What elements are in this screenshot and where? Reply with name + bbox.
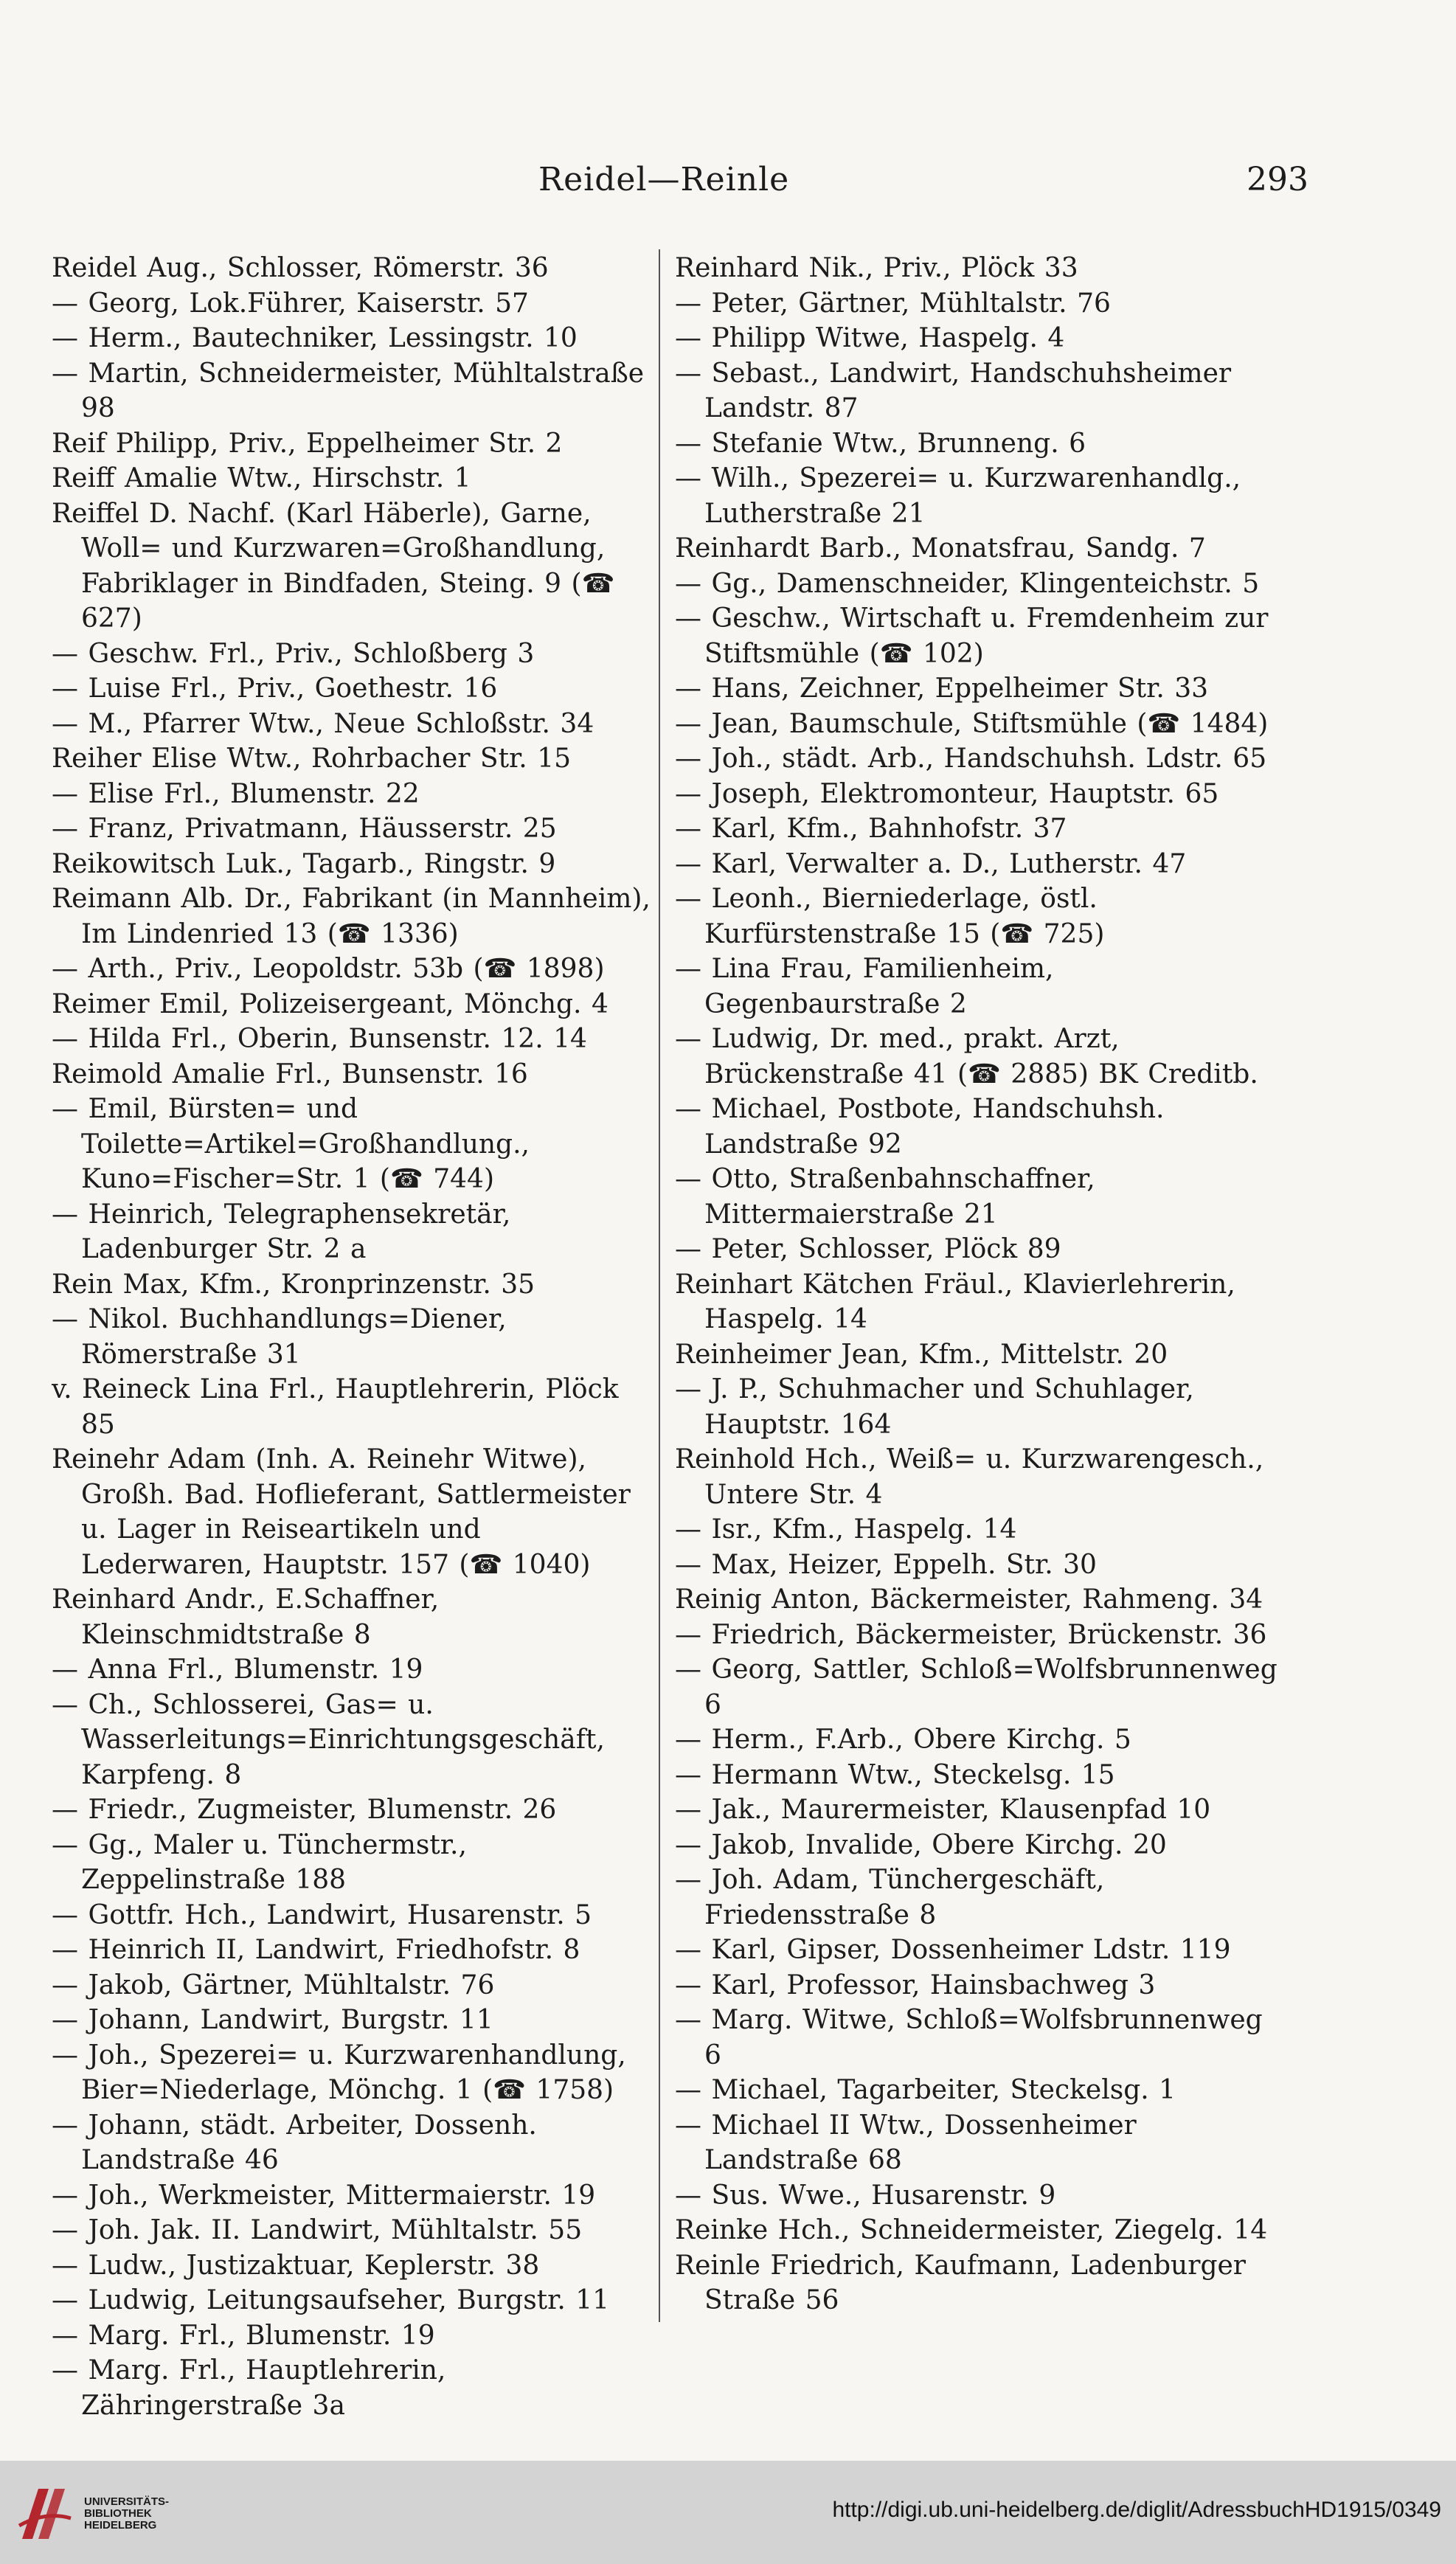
directory-entry: — Gg., Maler u. Tünchermstr., Zeppelinstraße 188 <box>52 1829 467 1895</box>
directory-entry: — Geschw. Frl., Priv., Schloßberg 3 <box>52 638 535 669</box>
directory-entry: — Philipp Witwe, Haspelg. 4 <box>675 323 1065 353</box>
directory-entry: — Karl, Verwalter a. D., Lutherstr. 47 <box>675 848 1187 879</box>
directory-entry: — Johann, Landwirt, Burgstr. 11 <box>52 2005 493 2035</box>
directory-entry: Rein Max, Kfm., Kronprinzenstr. 35 <box>52 1269 535 1300</box>
directory-entry: — M., Pfarrer Wtw., Neue Schloßstr. 34 <box>52 708 594 739</box>
logo-line: HEIDELBERG <box>84 2519 157 2532</box>
directory-entry: — Stefanie Wtw., Brunneng. 6 <box>675 428 1086 459</box>
directory-entry: — Hans, Zeichner, Eppelheimer Str. 33 <box>675 673 1209 704</box>
directory-entry: — Joh., Spezerei= u. Kurzwarenhandlung, Bier=Niederlage, Mönchg. 1 (☎ 1758) <box>52 2040 626 2105</box>
directory-entry: — Heinrich II, Landwirt, Friedhofstr. 8 <box>52 1935 580 1965</box>
directory-entry: — Nikol. Buchhandlungs=Diener, Römerstraße 31 <box>52 1304 507 1370</box>
directory-entry: — Herm., Bautechniker, Lessingstr. 10 <box>52 323 578 353</box>
page-number: 293 <box>1247 161 1308 198</box>
directory-entry: Reimold Amalie Frl., Bunsenstr. 16 <box>52 1058 528 1089</box>
directory-entry: — Karl, Kfm., Bahnhofstr. 37 <box>675 814 1067 844</box>
directory-entry: — Leonh., Bierniederlage, östl. Kurfürstenstraße 15 (☎ 725) <box>675 884 1105 949</box>
directory-entry: — Joh., städt. Arb., Handschuhsh. Ldstr. 65 <box>675 744 1267 774</box>
directory-entry: — Marg. Frl., Blumenstr. 19 <box>52 2320 435 2351</box>
source-url-link[interactable]: http://digi.ub.uni-heidelberg.de/diglit/AdressbuchHD1915/0349 <box>832 2498 1441 2522</box>
directory-entry: — Ludw., Justizaktuar, Keplerstr. 38 <box>52 2250 540 2281</box>
directory-entry: — Ludwig, Leitungsaufseher, Burgstr. 11 <box>52 2285 610 2315</box>
directory-entry: — Hermann Wtw., Steckelsg. 15 <box>675 1759 1115 1790</box>
directory-entry: — Joseph, Elektromonteur, Hauptstr. 65 <box>675 778 1219 809</box>
directory-entry: — Marg. Witwe, Schloß=Wolfsbrunnenweg 6 <box>675 2005 1263 2071</box>
logo-line: BIBLIOTHEK <box>84 2507 152 2520</box>
directory-entry: — Georg, Lok.Führer, Kaiserstr. 57 <box>52 288 529 319</box>
column-divider <box>659 249 660 2322</box>
directory-entry: Reiff Amalie Wtw., Hirschstr. 1 <box>52 463 471 493</box>
directory-entry: — Michael, Tagarbeiter, Steckelsg. 1 <box>675 2075 1176 2105</box>
directory-entry: — Martin, Schneidermeister, Mühltalstraße 98 <box>52 358 645 423</box>
directory-entry: Reinle Friedrich, Kaufmann, Ladenburger Straße 56 <box>675 2250 1247 2315</box>
directory-entry: — Sus. Wwe., Husarenstr. 9 <box>675 2180 1056 2211</box>
directory-entry: Reinhard Nik., Priv., Plöck 33 <box>675 253 1078 283</box>
directory-entry: — Karl, Gipser, Dossenheimer Ldstr. 119 <box>675 1935 1231 1965</box>
directory-entry: — Geschw., Wirtschaft u. Fremdenheim zur Stiftsmühle (☎ 102) <box>675 603 1269 669</box>
directory-entry: — Emil, Bürsten= und Toilette=Artikel=Großhandlung., Kuno=Fischer=Str. 1 (☎ 744) <box>52 1094 530 1194</box>
directory-entry: Reidel Aug., Schlosser, Römerstr. 36 <box>52 253 549 283</box>
directory-entry: — Hilda Frl., Oberin, Bunsenstr. 12. 14 <box>52 1024 587 1054</box>
directory-entry: — Ch., Schlosserei, Gas= u. Wasserleitungs=Einrichtungsgeschäft, Karpfeng. 8 <box>52 1689 605 1790</box>
library-seal-icon <box>16 2481 74 2543</box>
library-logo-text <box>84 2496 169 2532</box>
directory-entry: — Jean, Baumschule, Stiftsmühle (☎ 1484) <box>675 708 1269 739</box>
directory-entry: — Gottfr. Hch., Landwirt, Husarenstr. 5 <box>52 1899 592 1930</box>
left-column <box>52 251 656 2423</box>
directory-entry: — Heinrich, Telegraphensekretär, Ladenburger Str. 2 a <box>52 1199 511 1264</box>
directory-entry: Reinehr Adam (Inh. A. Reinehr Witwe), Großh. Bad. Hoflieferant, Sattlermeister u. Lager in Reiseartikeln und Lederwaren, Hauptstr. 157 (☎ 1040) <box>52 1444 631 1580</box>
directory-entry: — Anna Frl., Blumenstr. 19 <box>52 1655 423 1685</box>
directory-entry: — Johann, städt. Arbeiter, Dossenh. Landstraße 46 <box>52 2110 537 2175</box>
directory-entry: Reimann Alb. Dr., Fabrikant (in Mannheim), Im Lindenried 13 (☎ 1336) <box>52 884 651 949</box>
directory-entry: — Sebast., Landwirt, Handschuhsheimer Landstr. 87 <box>675 358 1232 423</box>
footer-bar <box>0 2461 1456 2564</box>
directory-entry: — Michael II Wtw., Dossenheimer Landstraße 68 <box>675 2110 1137 2175</box>
directory-entry: Reinhold Hch., Weiß= u. Kurzwarengesch., Untere Str. 4 <box>675 1444 1264 1510</box>
directory-entry: — Arth., Priv., Leopoldstr. 53b (☎ 1898) <box>52 954 605 984</box>
directory-entry: — Lina Frau, Familienheim, Gegenbaurstraße 2 <box>675 954 1054 1019</box>
directory-entry: — Jakob, Gärtner, Mühltalstr. 76 <box>52 1969 495 2000</box>
directory-entry: — Jakob, Invalide, Obere Kirchg. 20 <box>675 1829 1167 1860</box>
directory-entry: Reiffel D. Nachf. (Karl Häberle), Garne, Woll= und Kurzwaren=Großhandlung, Fabriklager in Bindfaden, Steing. 9 (☎ 627) <box>52 498 615 634</box>
directory-entry: Reikowitsch Luk., Tagarb., Ringstr. 9 <box>52 848 556 879</box>
directory-entry: — Peter, Schlosser, Plöck 89 <box>675 1234 1061 1264</box>
right-column <box>675 251 1280 2318</box>
directory-entry: — Jak., Maurermeister, Klausenpfad 10 <box>675 1795 1211 1825</box>
directory-entry: — Joh. Adam, Tünchergeschäft, Friedensstraße 8 <box>675 1865 1105 1930</box>
directory-entry: — Marg. Frl., Hauptlehrerin, Zähringerstraße 3a <box>52 2355 446 2421</box>
directory-entry: Reinhard Andr., E.Schaffner, Kleinschmidtstraße 8 <box>52 1584 440 1650</box>
directory-entry: — Ludwig, Dr. med., prakt. Arzt, Brückenstraße 41 (☎ 2885) BK Creditb. <box>675 1024 1258 1089</box>
directory-entry: — Friedr., Zugmeister, Blumenstr. 26 <box>52 1795 557 1825</box>
page-title: Reidel—Reinle <box>538 161 790 198</box>
directory-entry: — Joh. Jak. II. Landwirt, Mühltalstr. 55 <box>52 2215 583 2245</box>
directory-entry: Reif Philipp, Priv., Eppelheimer Str. 2 <box>52 428 563 459</box>
directory-entry: — Luise Frl., Priv., Goethestr. 16 <box>52 673 498 704</box>
logo-line: UNIVERSITÄTS- <box>84 2495 170 2508</box>
directory-entry: — Elise Frl., Blumenstr. 22 <box>52 778 420 809</box>
directory-entry: — Max, Heizer, Eppelh. Str. 30 <box>675 1549 1097 1580</box>
directory-entry: Reimer Emil, Polizeisergeant, Mönchg. 4 <box>52 988 609 1019</box>
directory-entry: — Michael, Postbote, Handschuhsh. Landstraße 92 <box>675 1094 1165 1160</box>
directory-entry: — Friedrich, Bäckermeister, Brückenstr. 36 <box>675 1619 1267 1650</box>
directory-entry: — Franz, Privatmann, Häusserstr. 25 <box>52 814 557 844</box>
directory-entry: Reiher Elise Wtw., Rohrbacher Str. 15 <box>52 744 572 774</box>
directory-entry: — Joh., Werkmeister, Mittermaierstr. 19 <box>52 2180 596 2211</box>
directory-entry: Reinig Anton, Bäckermeister, Rahmeng. 34 <box>675 1584 1263 1615</box>
directory-entry: — J. P., Schuhmacher und Schuhlager, Hauptstr. 164 <box>675 1374 1194 1440</box>
directory-entry: — Gg., Damenschneider, Klingenteichstr. 5 <box>675 568 1260 599</box>
directory-entry: — Wilh., Spezerei= u. Kurzwarenhandlg., Lutherstraße 21 <box>675 463 1241 529</box>
directory-entry: Reinheimer Jean, Kfm., Mittelstr. 20 <box>675 1339 1168 1370</box>
running-head <box>0 161 1456 205</box>
directory-entry: — Karl, Professor, Hainsbachweg 3 <box>675 1969 1156 2000</box>
directory-entry: Reinhardt Barb., Monatsfrau, Sandg. 7 <box>675 533 1206 564</box>
directory-entry: v. Reineck Lina Frl., Hauptlehrerin, Plöck 85 <box>52 1374 619 1440</box>
directory-entry: — Isr., Kfm., Haspelg. 14 <box>675 1514 1017 1545</box>
directory-entry: — Georg, Sattler, Schloß=Wolfsbrunnenweg 6 <box>675 1655 1278 1720</box>
directory-entry: — Peter, Gärtner, Mühltalstr. 76 <box>675 288 1111 319</box>
directory-entry: Reinke Hch., Schneidermeister, Ziegelg. 14 <box>675 2215 1268 2245</box>
directory-entry: — Otto, Straßenbahnschaffner, Mittermaierstraße 21 <box>675 1164 1095 1230</box>
directory-entry: — Herm., F.Arb., Obere Kirchg. 5 <box>675 1725 1131 1755</box>
directory-entry: Reinhart Kätchen Fräul., Klavierlehrerin, Haspelg. 14 <box>675 1269 1235 1334</box>
library-logo[interactable] <box>16 2475 193 2549</box>
